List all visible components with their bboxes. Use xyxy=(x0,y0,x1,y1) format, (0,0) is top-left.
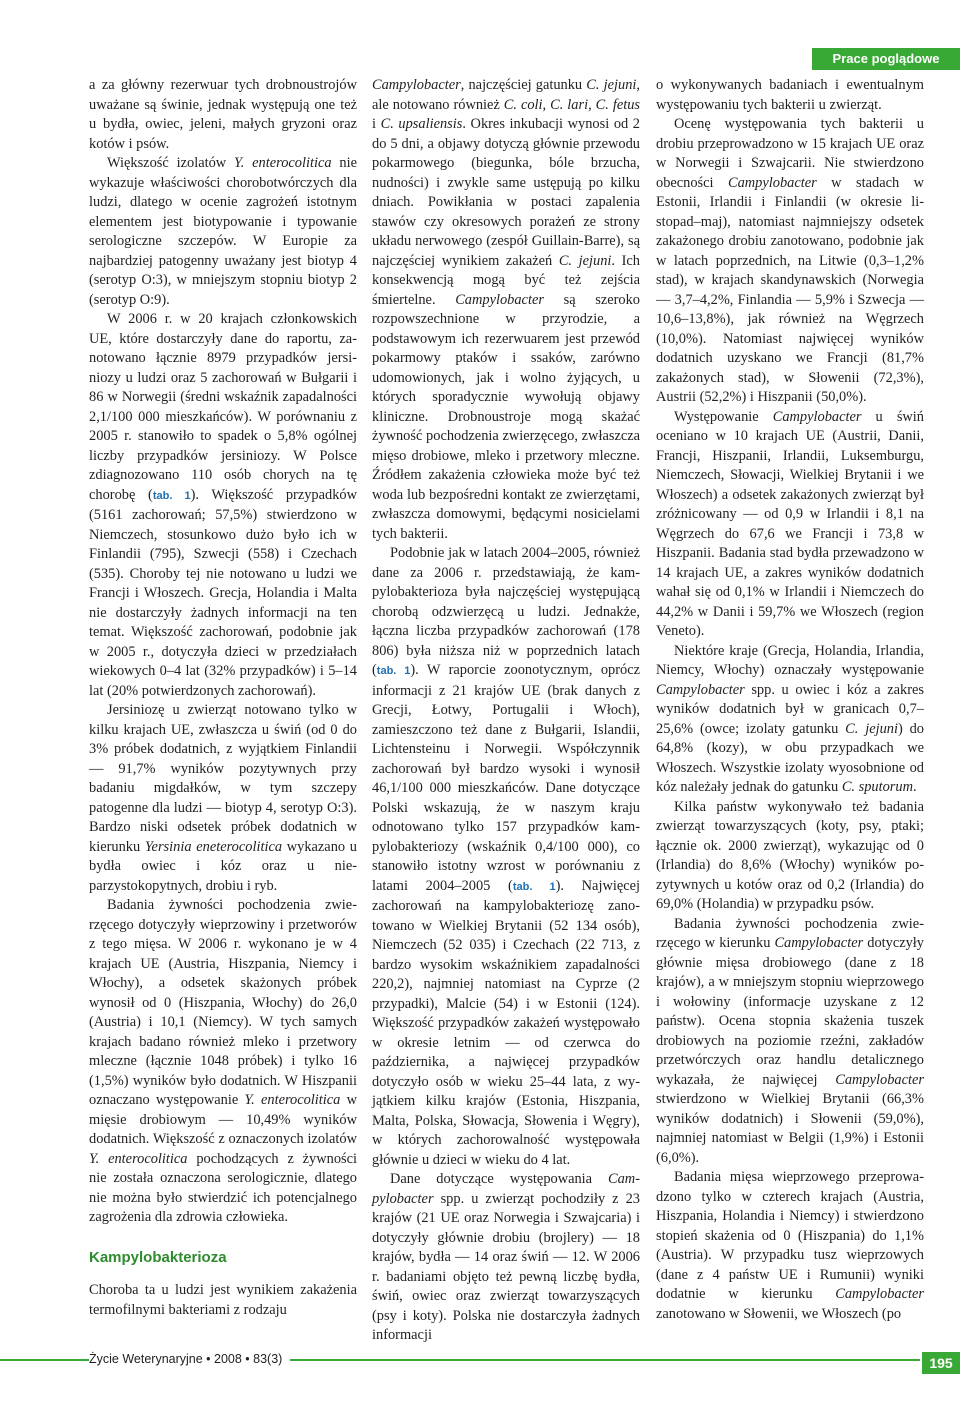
paragraph: W 2006 r. w 20 krajach członkowskich UE, które dostarczyły dane do raportu, zanotowano łącznie 8979 przypadków jersiniozy u ludzi oraz 5 zachorowań w Bułgarii i 86 w Norwegii (średni wskaźnik zapadalności 2,1/100 000 mieszkańców). W porównaniu z 2005 r. stanowiło to spadek o 5,8% ogólnej liczby przypadków jersiniozy. W Polsce zdiagnozowano 110 osób chorych na tę chorobę (tab. 1). Większość przypadków (5161 zachorowań; 57,5%) stwierdzono w Niemczech, stosunkowo dużo było ich w Finlandii (795), Szwecji (558) i Czechach (535). Choroby tej nie notowano u ludzi we Francji i Włoszech. Grecja, Holandia i Malta nie dostarczyły żadnych informacji na ten temat. Większość zachorowań, podobnie jak w 2005 r., dotyczyła dzieci w przedziałach wiekowych 0–4 lat (32% przypadków) i 5–14 lat (20% potwierdzonych zachorowań). xyxy=(89,311,357,699)
paragraph: Jersiniozę u zwierząt notowano tylko w kilku krajach UE, zwłaszcza u świń (od 0 do 3% próbek dodatnich, z wyjątkiem Finlandii — 91,7% wyników pozytywnych przy badaniu migdałków, w tym szczepy patogenne dla ludzi — biotyp 4, serotyp O:3). Bardzo niski odsetek próbek dodatnich w kierunku Yersinia eneterocolitica wykazano u bydła owiec i kóz oraz u nieparzystokopytnych, drobiu i ryb. xyxy=(89,702,357,894)
journal-citation: Życie Weterynaryjne • 2008 • 83(3) xyxy=(89,1352,290,1366)
text-column-1 xyxy=(89,76,357,1320)
paragraph: Niektóre kraje (Grecja, Holandia, Irlandia, Niemcy, Włochy) oznaczały występowanie Campylobacter spp. u owiec i kóz a zakres wyników dodatnich był w granicach 0,7–25,6% (owce; izolaty gatunku C. jejuni) do 64,8% (kozy), w obu przypadkach we Włoszech. Wszystkie izolaty wyosobnione od kóz należały jednak do gatunku C. sputorum. xyxy=(656,642,924,795)
paragraph: Badania mięsa wieprzowego przeprowadzono tylko w czterech krajach (Austria, Hiszpania, Holandia i Niemcy) i stwierdzono stopień skażenia od 0 (Hiszpania) do 1,1% (Austria). W przypadku tusz wieprzowych (dane z 4 państw UE i Rumunii) wyniki dodatnie w kierunku Campylobacter zanotowano w Słowenii, we Włoszech (po xyxy=(656,1169,924,1322)
table-reference-link[interactable]: tab. 1 xyxy=(376,665,411,677)
paragraph: Kilka państw wykonywało też badania zwierząt towarzyszących (koty, psy, ptaki; łącznie ok. 2000 zwierząt), wykazując od 0 (Irlandia) do 8,6% (Włochy) wyników pozytywnych u kotów oraz od 0,2 (Irlandia) do 69,0% (Holandia) w przypadku psów. xyxy=(656,798,924,912)
section-heading: Kampylobakterioza xyxy=(89,1248,227,1266)
text-column-3 xyxy=(656,76,924,1324)
text-column-2 xyxy=(372,76,640,1346)
paragraph: Badania żywności pochodzenia zwierzęcego w kierunku Campylobacter dotyczyły głównie mięsa drobiowego (dane z 18 krajów), a w mniejszym stopniu wieprzowego i wołowiny (informacje uzyskane z 12 państw). Ocena stopnia skażenia tuszek drobiowych na poziomie rzeźni, zakładów przetwórczych oraz handlu detalicznego wykazała, że najwięcej Campylobacter stwierdzono w Wielkiej Brytanii (66,3% wyników dodatnich) i Słowenii (59,0%), najmniej natomiast w Belgii (1,9%) i Estonii (6,0%). xyxy=(656,915,924,1166)
section-label: Prace poglądowe xyxy=(812,48,960,70)
paragraph: Campylobacter, najczęściej gatunku C. jejuni, ale notowano również C. coli, C. lari, C. fetus i C. upsaliensis. Okres inkubacji wynosi od 2 do 5 dni, a objawy dotyczą głównie przewodu pokarmowego (biegunka, bóle brzucha, nudności) i zwykle same ustępują po kilku dniach. Powikłania w postaci zapalenia stawów czy okresowych porażeń ze strony układu nerwowego (zespół Guillain-Barre), są najczęściej wynikiem zakażeń C. jejuni. Ich konsekwencją mogą być też zejścia śmiertelne. Campylobacter są szeroko rozpowszechnione w przyrodzie, a podstawowym ich rezerwuarem jest przewód pokarmowy ptaków i ssaków, zarówno udomowionych, jak i wolno żyjących, u których sporadycznie wywołują objawy kliniczne. Drobnoustroje mogą skażać żywność pochodzenia zwierzęcego, zwłaszcza mięso drobiowe, mleko i przetwory mleczne. Źródłem zakażenia człowieka może być też woda lub bezpośredni kontakt ze zwierzętami, zwłaszcza domowymi, będącymi nosicielami tych bakterii. xyxy=(372,77,640,542)
paragraph: Dane dotyczące występowania Campylobacter spp. u zwierząt pochodziły z 23 krajów (21 UE oraz Norwegia i Szwajcaria) i dotyczyły głównie drobiu (brojlery) — 18 krajów, bydła — 14 oraz świń — 12. W 2006 r. badaniami objęto też pewną liczbę bydła, świń, owiec oraz zwierząt towarzyszących (psy i koty). Polska nie dostarczyła żadnych informacji xyxy=(372,1171,640,1343)
paragraph: o wykonywanych badaniach i ewentualnym występowaniu tych bakterii u zwierząt. xyxy=(656,77,924,113)
paragraph: a za główny rezerwuar tych drobnoustrojów uważane są świnie, jednak występują one też u bydła, owiec, jeleni, małych gryzoni oraz kotów i psów. xyxy=(89,77,357,152)
paragraph: Występowanie Campylobacter u świń oceniano w 10 krajach UE (Austrii, Danii, Francji, Hiszpanii, Irlandii, Luksemburgu, Niemczech, Słowacji, Wielkiej Brytanii i we Włoszech) a odsetek zakażonych zwierząt był zróżnicowany — od 0,9 w Irlandii i 8,1 na Węgrzech do 67,6 we Francji i 73,8 w Hiszpanii. Badania stad bydła przewadzono w 14 krajach UE, a zakres wyników dodatnich wahał się od 0,1% w Irlandii i Niemczech do 44,2% w Danii i 59,7% we Włoszech (region Veneto). xyxy=(656,408,925,639)
page-number: 195 xyxy=(922,1352,960,1374)
paragraph: Ocenę występowania tych bakterii u drobiu przeprowadzono w 15 krajach UE oraz w Norwegii i Szwajcarii. Nie stwierdzono obecności Campylobacter w stadach w Estonii, Irlandii i Finlandii (w okresie listopad–maj), natomiast najmniejszy odsetek zakażonego drobiu zanotowano, podobnie jak w latach poprzednich, na Litwie (0,3–1,2% stad), w krajach skandynawskich (Norwegia — 3,7–4,2%, Finlandia — 5,9% i Szwecja — 10,6–13,8%), jak również na Węgrzech (10,0%). Natomiast najwięcej wyników dodatnich uzyskano we Francji (81,7% zakażonych stad), w Słowenii (72,3%), Austrii (52,2%) i Hiszpanii (50,0%). xyxy=(656,116,925,405)
table-reference-link[interactable]: tab. 1 xyxy=(152,489,191,502)
paragraph: Choroba ta u ludzi jest wynikiem zakażenia termofilnymi bakteriami z rodzaju xyxy=(89,1282,357,1318)
paragraph: Podobnie jak w latach 2004–2005, również dane za 2006 r. przedstawiają, że kampylobakterioza była najczęściej występującą chorobą odzwierzęcą u ludzi. Jednakże, łączna liczba przypadków zachorowań (178 806) była niższa niż w poprzednich latach (tab. 1). W raporcie zoonotycznym, oprócz informacji z 21 krajów UE (brak danych z Grecji, Łotwy, Portugalii i Włoch), zamieszczono też dane z Bułgarii, Islandii, Lichtensteinu i Norwegii. Współczynnik zachorowań był bardzo wysoki i wynosił 46,1/100 000 mieszkańców. Dane dotyczące Polski wskazują, że w naszym kraju odnotowano tylko 157 przypadków kampylobakteriozy (wskaźnik 0,4/100 000), co stanowiło istotny wzrost w porównaniu z latami 2004–2005 (tab. 1). Najwięcej zachorowań na kampylobakteriozę zanotowano w Wielkiej Brytanii (52 134 osób), Niemczech (52 035) i Czechach (22 713, z bardzo wysokim wskaźnikiem zapadalności 220,2), najmniej natomiast na Cyprze (2 przypadki), Malcie (54) i w Estonii (124). Większość przypadków zakażeń występowało w okresie letnim — od czerwca do października, a najwięcej przypadków dotyczyło osób w wieku 25–44 lata, z wyjątkiem kilku krajów (Estonia, Hiszpania, Malta, Polska, Słowacja, Słowenia i Węgry), w których zachorowalność występowała głównie u dzieci w wieku do 4 lat. xyxy=(372,545,641,1168)
paragraph: Większość izolatów Y. enterocolitica nie wykazuje właściwości chorobotwórczych dla ludzi, dlatego w ocenie zagrożeń istotnym elementem jest biotypowanie i typowanie serologiczne szczepów. W Europie za najbardziej patogenny uważany jest biotyp 4 (serotyp O:3), w mniejszym stopniu biotyp 2 (serotyp O:9). xyxy=(89,155,357,308)
table-reference-link[interactable]: tab. 1 xyxy=(512,880,556,893)
paragraph: Badania żywności pochodzenia zwierzęcego dotyczyły wieprzowiny i przetworów z tego mięsa. W 2006 r. wykonano je w 4 krajach UE (Austria, Hiszpania, Niemcy i Włochy), a odsetek skażonych próbek wynosił od 0 (Hiszpania, Włochy) do 26,0 (Austria) i 10,1 (Niemcy). W tych samych krajach badano również mleko i przetwory mleczne (łącznie 1048 próbek) i tylko 16 (1,5%) wyników było dodatnich. W Hiszpanii oznaczano występowanie Y. enterocolitica w mięsie drobiowym — 10,49% wyników dodatnich. Większość z oznaczonych izolatów Y. enterocolitica pochodzących z żywności nie została oznaczona serologicznie, dlatego nie można było stwierdzić ich potencjalnego zagrożenia dla zdrowia człowieka. xyxy=(89,897,358,1225)
